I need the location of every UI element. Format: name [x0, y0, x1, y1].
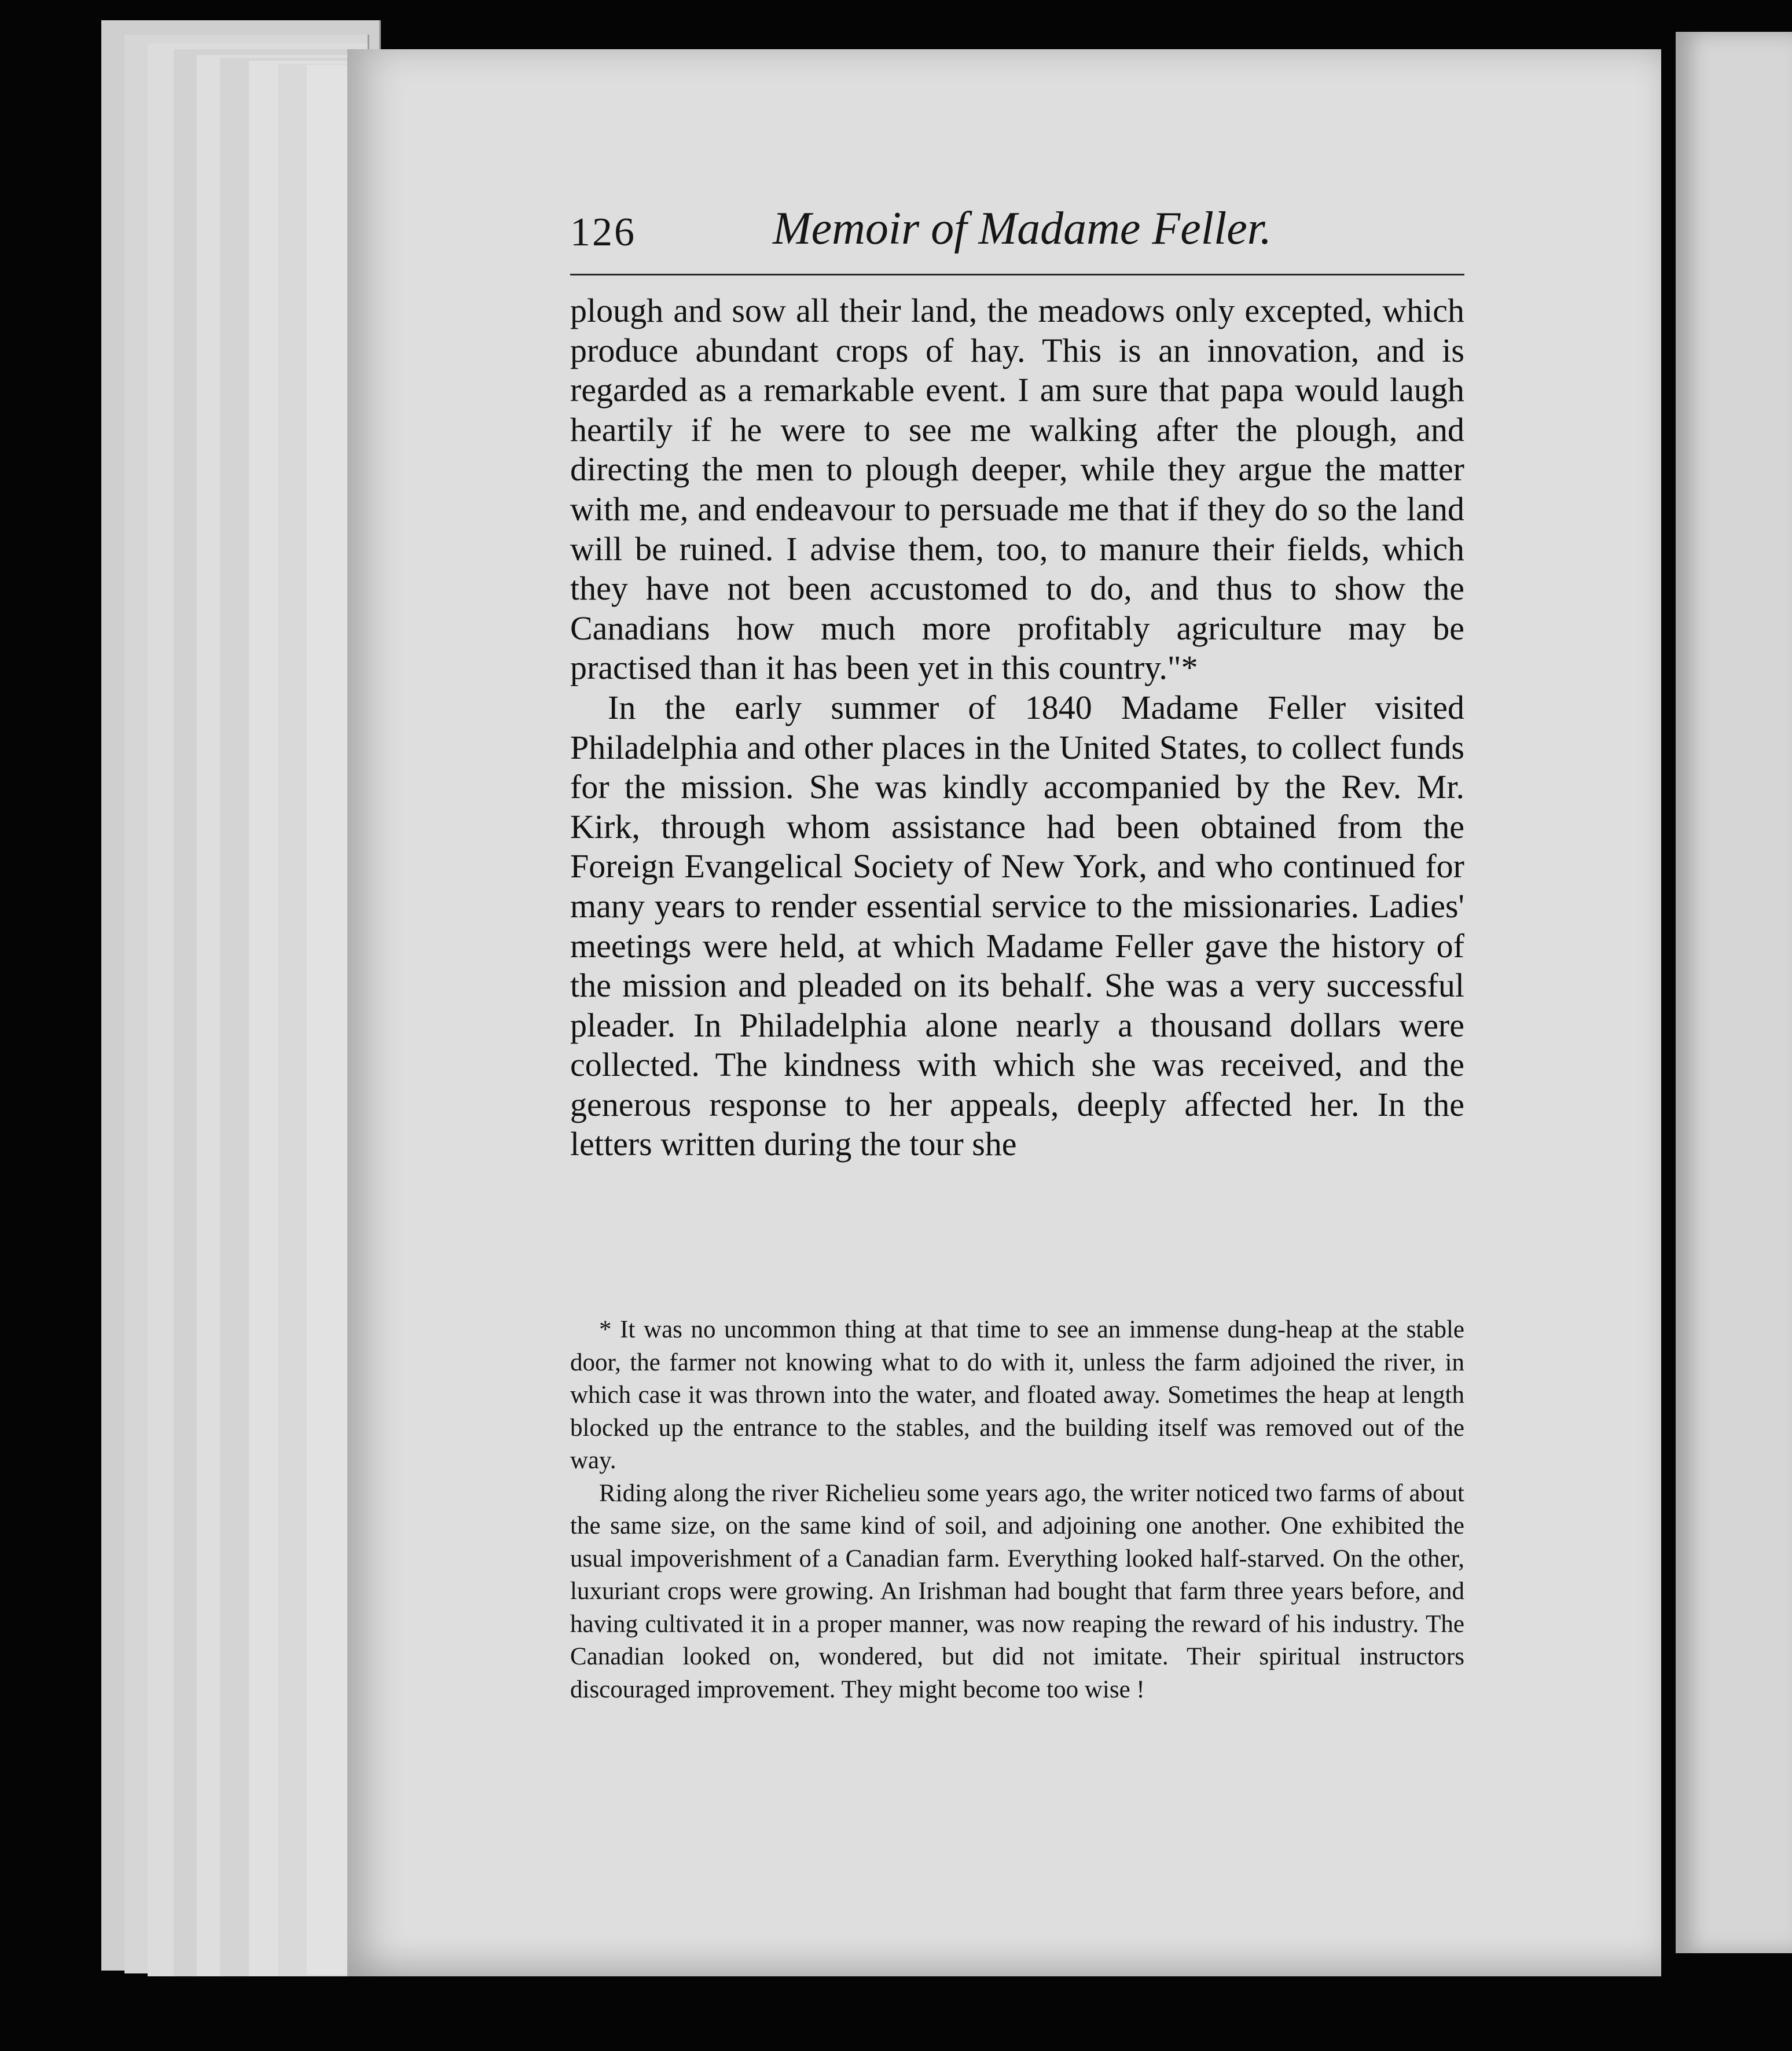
- header-rule: [570, 274, 1464, 275]
- footnotes: [570, 1314, 1464, 1706]
- body-paragraph: plough and sow all their land, the meadows only excepted, which produce abundant crops of hay. This is an innovation, and is regarded as a remarkable event. I am sure that papa would laugh heartily if he were to see me walking after the plough, and directing the men to plough deeper, while they argue the matter with me, and endeavour to persuade me that if they do so the land will be ruined. I advise them, too, to manure their fields, which they have not been accustomed to do, and thus to show the Canadians how much more profitably agriculture may be practised than it has been yet in this country."*: [570, 292, 1464, 687]
- body-text: [570, 291, 1464, 1164]
- book-page: [347, 49, 1661, 1976]
- running-head: [570, 197, 1583, 266]
- running-title: Memoir of Madame Feller.: [773, 203, 1272, 254]
- next-page-edge: [1676, 32, 1792, 1953]
- footnote-paragraph: Riding along the river Richelieu some years ago, the writer noticed two farms of about the same size, on the same kind of soil, and adjoining one another. One exhibited the usual impoverishment of a Canadian farm. Everything looked half-starved. On the other, luxuriant crops were growing. An Irishman had bought that farm three years before, and having cultivated it in a proper manner, was now reaping the reward of his industry. The Canadian looked on, wondered, but did not imitate. Their spiritual instructors discouraged improvement. They might become too wise !: [570, 1479, 1464, 1703]
- body-paragraph: In the early summer of 1840 Madame Feller visited Philadelphia and other places in the United States, to collect funds for the mission. She was kindly accompanied by the Rev. Mr. Kirk, through whom assistance had been obtained from the Foreign Evangelical Society of New York, and who continued for many years to render essential service to the missionaries. Ladies' meetings were held, at which Madame Feller gave the history of the mission and pleaded on its behalf. She was a very successful pleader. In Philadelphia alone nearly a thousand dollars were collected. The kindness with which she was received, and the generous response to her appeals, deeply affected her. In the letters written during the tour she: [570, 688, 1464, 1163]
- footnote-paragraph: * It was no uncommon thing at that time to see an immense dung-heap at the stable door, the farmer not knowing what to do with it, unless the farm adjoined the river, in which case it was thrown into the water, and floated away. Sometimes the heap at length blocked up the entrance to the stables, and the building itself was removed out of the way.: [570, 1316, 1464, 1474]
- page-number: 126: [570, 210, 636, 255]
